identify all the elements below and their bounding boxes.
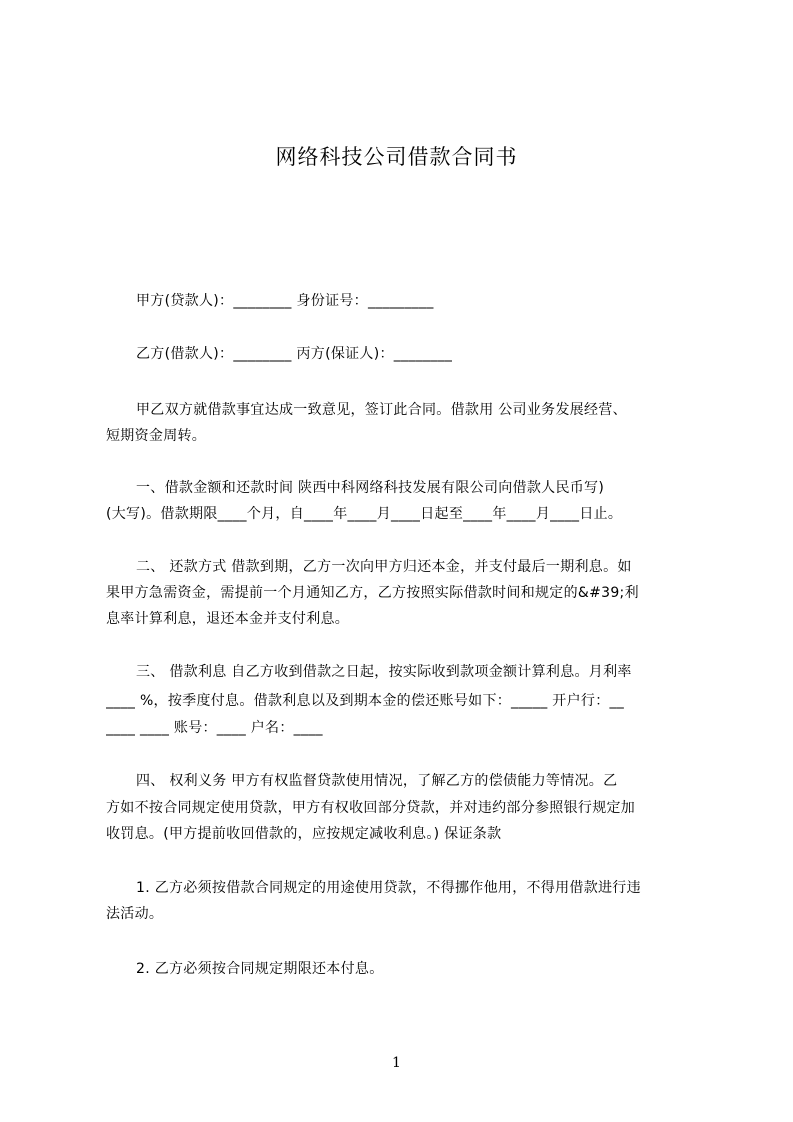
clause-2-line-3: 息率计算利息，退还本金并支付利息。	[106, 611, 350, 627]
guarantee-item-1-line-1: 1. 乙方必须按借款合同规定的用途使用贷款，不得挪作他用，不得用借款进行违	[136, 880, 641, 896]
guarantee-item-2: 2. 乙方必须按合同规定期限还本付息。	[136, 961, 384, 977]
clause-4-line-1: 四、 权利义务 甲方有权监督贷款使用情况，了解乙方的偿债能力等情况。乙	[136, 773, 618, 789]
preamble-line-2: 短期资金周转。	[106, 428, 207, 444]
party-a-line: 甲方(贷款人)：________ 身份证号：_________	[136, 293, 434, 309]
clause-3-line-2: ____ %，按季度付息。借款利息以及到期本金的偿还账号如下：_____ 开户行：__	[106, 693, 625, 709]
page-number: 1	[392, 1055, 401, 1071]
clause-4-line-3: 收罚息。(甲方提前收回借款的，应按规定减收利息。) 保证条款	[106, 826, 502, 842]
party-b-c-line: 乙方(借款人)：________ 丙方(保证人)：________	[136, 346, 453, 362]
clause-4-line-2: 方如不按合同规定使用贷款，甲方有权收回部分贷款，并对违约部分参照银行规定加	[106, 800, 636, 816]
document-title: 网络科技公司借款合同书	[275, 145, 518, 169]
clause-1-line-2: (大写)。借款期限____个月，自____年____月____日起至____年____月____日止。	[106, 506, 623, 522]
clause-2-line-2: 果甲方急需资金，需提前一个月通知乙方，乙方按照实际借款时间和规定的&#39;利	[106, 585, 639, 601]
guarantee-item-1-line-2: 法活动。	[106, 906, 164, 922]
clause-3-line-3: ____ ____ 账号：____ 户名：____	[106, 720, 323, 736]
clause-3-line-1: 三、 借款利息 自乙方收到借款之日起，按实际收到款项金额计算利息。月利率	[136, 664, 632, 680]
clause-1-line-1: 一、借款金额和还款时间 陕西中科网络科技发展有限公司向借款人民币写)	[136, 480, 605, 496]
preamble-line-1: 甲乙双方就借款事宜达成一致意见，签订此合同。借款用 公司业务发展经营、	[136, 402, 627, 418]
clause-2-line-1: 二、 还款方式 借款到期，乙方一次向甲方归还本金，并支付最后一期利息。如	[136, 559, 632, 575]
